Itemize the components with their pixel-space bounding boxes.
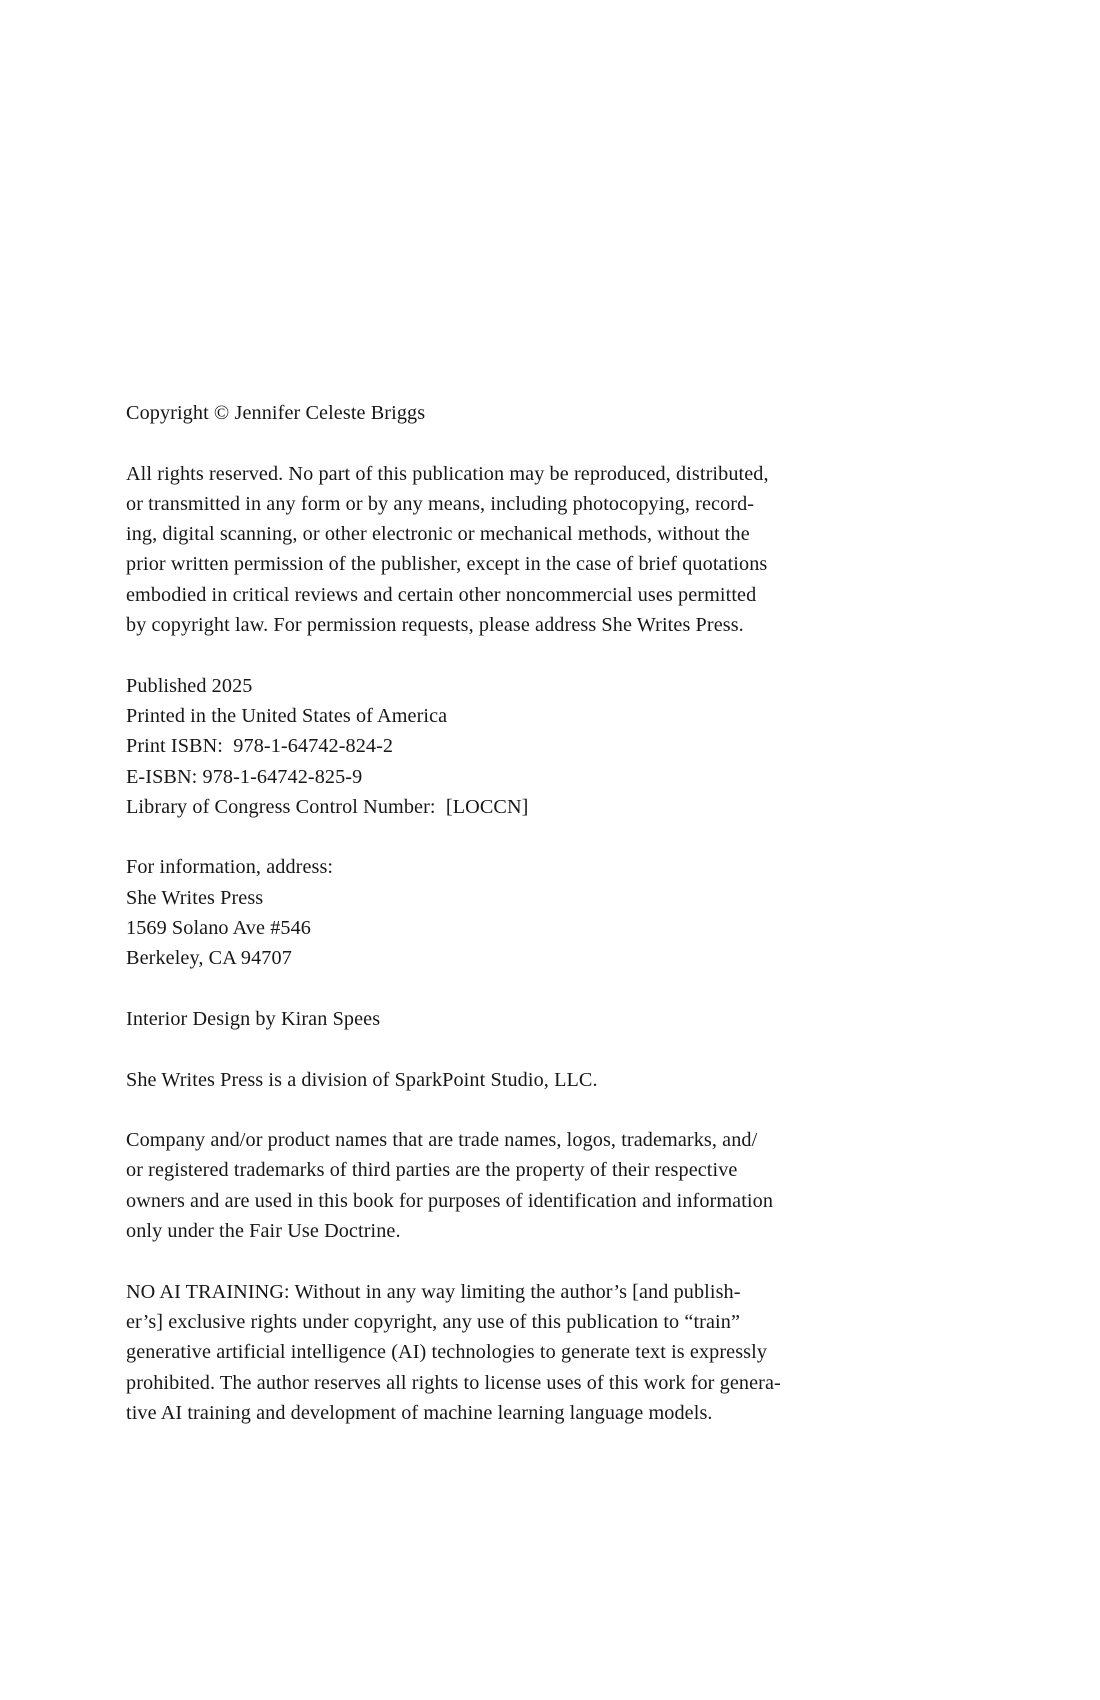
published-year-line: Published 2025 (126, 674, 253, 697)
no-ai-training-line: tive AI training and development of machine learning language models. (126, 1401, 713, 1424)
spacer (126, 428, 798, 458)
copyright-page-content (126, 398, 798, 1428)
contact-address-heading: For information, address: (126, 856, 334, 879)
all-rights-reserved-line: by copyright law. For permission requests, please address She Writes Press. (126, 614, 744, 637)
printed-in-line: Printed in the United States of America (126, 704, 448, 727)
loccn-line: Library of Congress Control Number: [LOCCN] (126, 795, 529, 818)
all-rights-reserved-line: All rights reserved. No part of this publication may be reproduced, distributed, (126, 462, 769, 485)
spacer (126, 1034, 798, 1064)
trademark-notice-paragraph (126, 1125, 798, 1246)
no-ai-training-line: generative artificial intelligence (AI) technologies to generate text is expressly (126, 1341, 768, 1364)
all-rights-reserved-line: prior written permission of the publisher, except in the case of brief quotations (126, 553, 768, 576)
all-rights-reserved-line: embodied in critical reviews and certain other noncommercial uses permitted (126, 583, 757, 606)
no-ai-training-line: prohibited. The author reserves all rights to license uses of this work for genera- (126, 1371, 781, 1394)
contact-city-line: Berkeley, CA 94707 (126, 947, 292, 970)
imprint-note-line: She Writes Press is a division of SparkPoint Studio, LLC. (126, 1068, 598, 1091)
publication-details (126, 671, 798, 822)
copyright-notice (126, 398, 798, 428)
print-isbn-line: Print ISBN: 978-1-64742-824-2 (126, 735, 394, 758)
all-rights-reserved-line: ing, digital scanning, or other electronic or mechanical methods, without the (126, 523, 750, 546)
interior-design-credit (126, 1004, 798, 1034)
spacer (126, 1246, 798, 1276)
spacer (126, 822, 798, 852)
e-isbn-line: E-ISBN: 978-1-64742-825-9 (126, 765, 363, 788)
no-ai-training-notice-paragraph (126, 1277, 798, 1428)
trademark-notice-line: or registered trademarks of third parties are the property of their respective (126, 1159, 738, 1182)
copyright-notice-line: Copyright © Jennifer Celeste Briggs (126, 402, 426, 424)
trademark-notice-line: only under the Fair Use Doctrine. (126, 1220, 401, 1243)
spacer (126, 640, 798, 670)
spacer (126, 1095, 798, 1125)
trademark-notice-line: owners and are used in this book for purposes of identification and information (126, 1189, 774, 1212)
trademark-notice-line: Company and/or product names that are trade names, logos, trademarks, and/ (126, 1129, 758, 1152)
contact-publisher-line: She Writes Press (126, 886, 264, 909)
all-rights-reserved-line: or transmitted in any form or by any means, including photocopying, record- (126, 492, 755, 515)
contact-street-line: 1569 Solano Ave #546 (126, 917, 311, 940)
all-rights-reserved-paragraph (126, 459, 798, 641)
no-ai-training-line: er’s] exclusive rights under copyright, any use of this publication to “train” (126, 1310, 741, 1333)
spacer (126, 974, 798, 1004)
contact-address (126, 852, 798, 973)
interior-design-line: Interior Design by Kiran Spees (126, 1007, 381, 1030)
no-ai-training-line: NO AI TRAINING: Without in any way limiting the author’s [and publish- (126, 1280, 741, 1303)
imprint-note (126, 1065, 798, 1095)
